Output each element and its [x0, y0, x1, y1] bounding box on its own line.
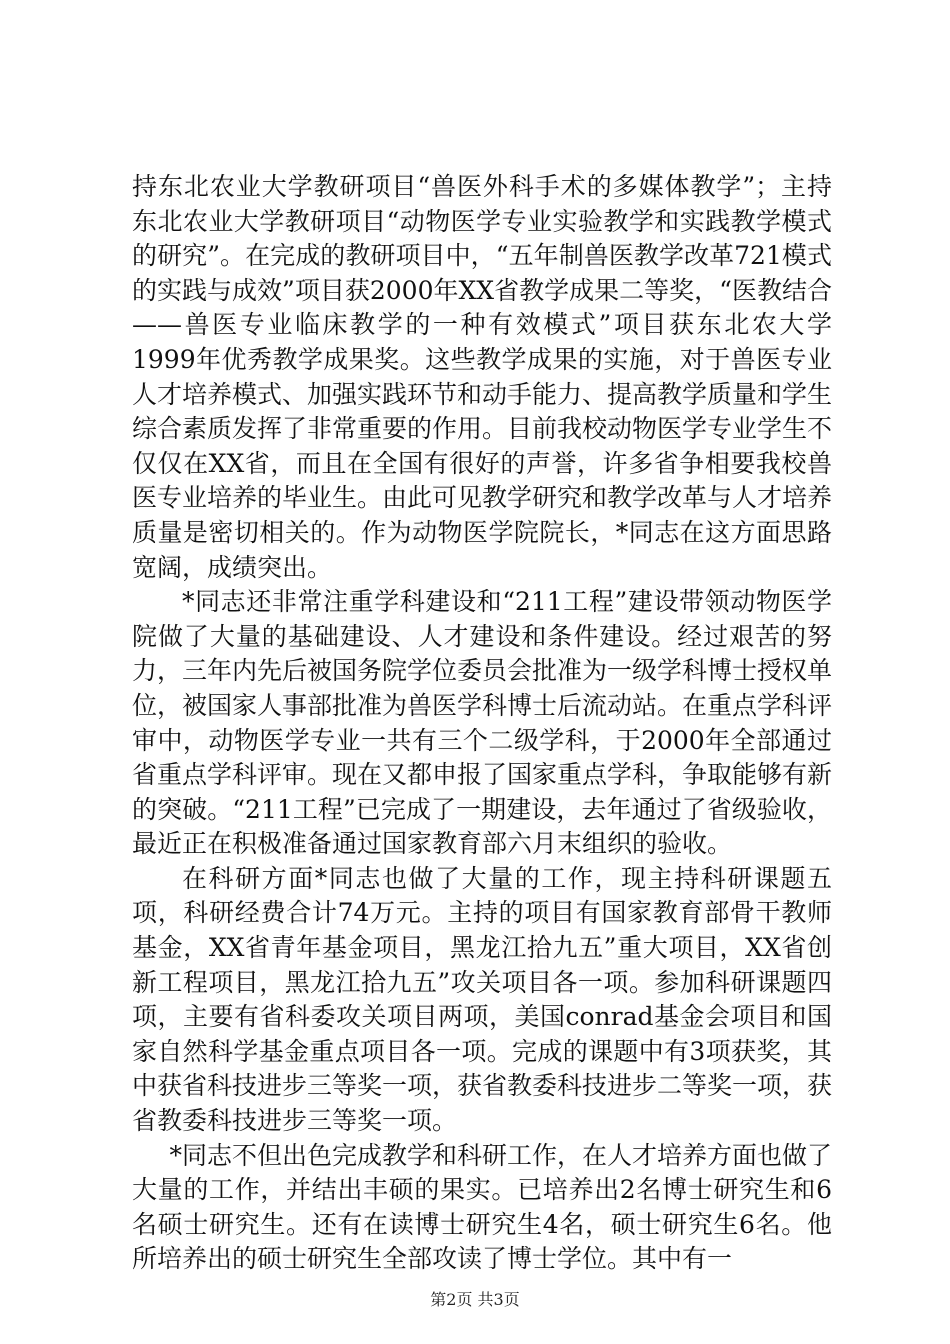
- paragraph-teaching-research: 持东北农业大学教研项目“兽医外科手术的多媒体教学”；主持东北农业大学教研项目“动物医学专业实验教学和实践教学模式的研究”。在完成的教研项目中，“五年制兽医教学改革721模式的实践与成效”项目获2000年XX省教学成果二等奖，“医教结合——兽医专业临床教学的一种有效模式”项目获东北农大学1999年优秀教学成果奖。这些教学成果的实施，对于兽医专业人才培养模式、加强实践环节和动手能力、提高教学质量和学生综合素质发挥了非常重要的作用。目前我校动物医学专业学生不仅仅在XX省，而且在全国有很好的声誉，许多省争相要我校兽医专业培养的毕业生。由此可见教学研究和教学改革与人才培养质量是密切相关的。作为动物医学院院长，*同志在这方面思路宽阔，成绩突出。: [132, 172, 833, 582]
- paragraph-discipline-construction: *同志还非常注重学科建设和“211工程”建设带领动物医学院做了大量的基础建设、人才建设和条件建设。经过艰苦的努力，三年内先后被国务院学位委员会批准为一级学科博士授权单位，被国家人事部批准为兽医学科博士后流动站。在重点学科评审中，动物医学专业一共有三个二级学科，于2000年全部通过省重点学科评审。现在又都申报了国家重点学科，争取能够有新的突破。“211工程”已完成了一期建设，去年通过了省级验收，最近正在积极准备通过国家教育部六月末组织的验收。: [132, 587, 833, 859]
- document-body: [132, 170, 832, 1277]
- page-number-footer: 第2页 共3页: [430, 1290, 520, 1309]
- paragraph-scientific-research: 在科研方面*同志也做了大量的工作，现主持科研课题五项，科研经费合计74万元。主持的项目有国家教育部骨干教师基金，XX省青年基金项目，黑龙江拾九五”重大项目，XX省创新工程项目，黑龙江拾九五”攻关项目各一项。参加科研课题四项，主要有省科委攻关项目两项，美国conrad基金会项目和国家自然科学基金重点项目各一项。完成的课题中有3项获奖，其中获省科技进步三等奖一项，获省教委科技进步二等奖一项，获省教委科技进步三等奖一项。: [132, 863, 833, 1136]
- paragraph-talent-cultivation: *同志不但出色完成教学和科研工作，在人才培养方面也做了大量的工作，并结出丰硕的果实。已培养出2名博士研究生和6名硕士研究生。还有在读博士研究生4名，硕士研究生6名。他所培养出的硕士研究生全部攻读了博士学位。其中有一: [132, 1140, 833, 1274]
